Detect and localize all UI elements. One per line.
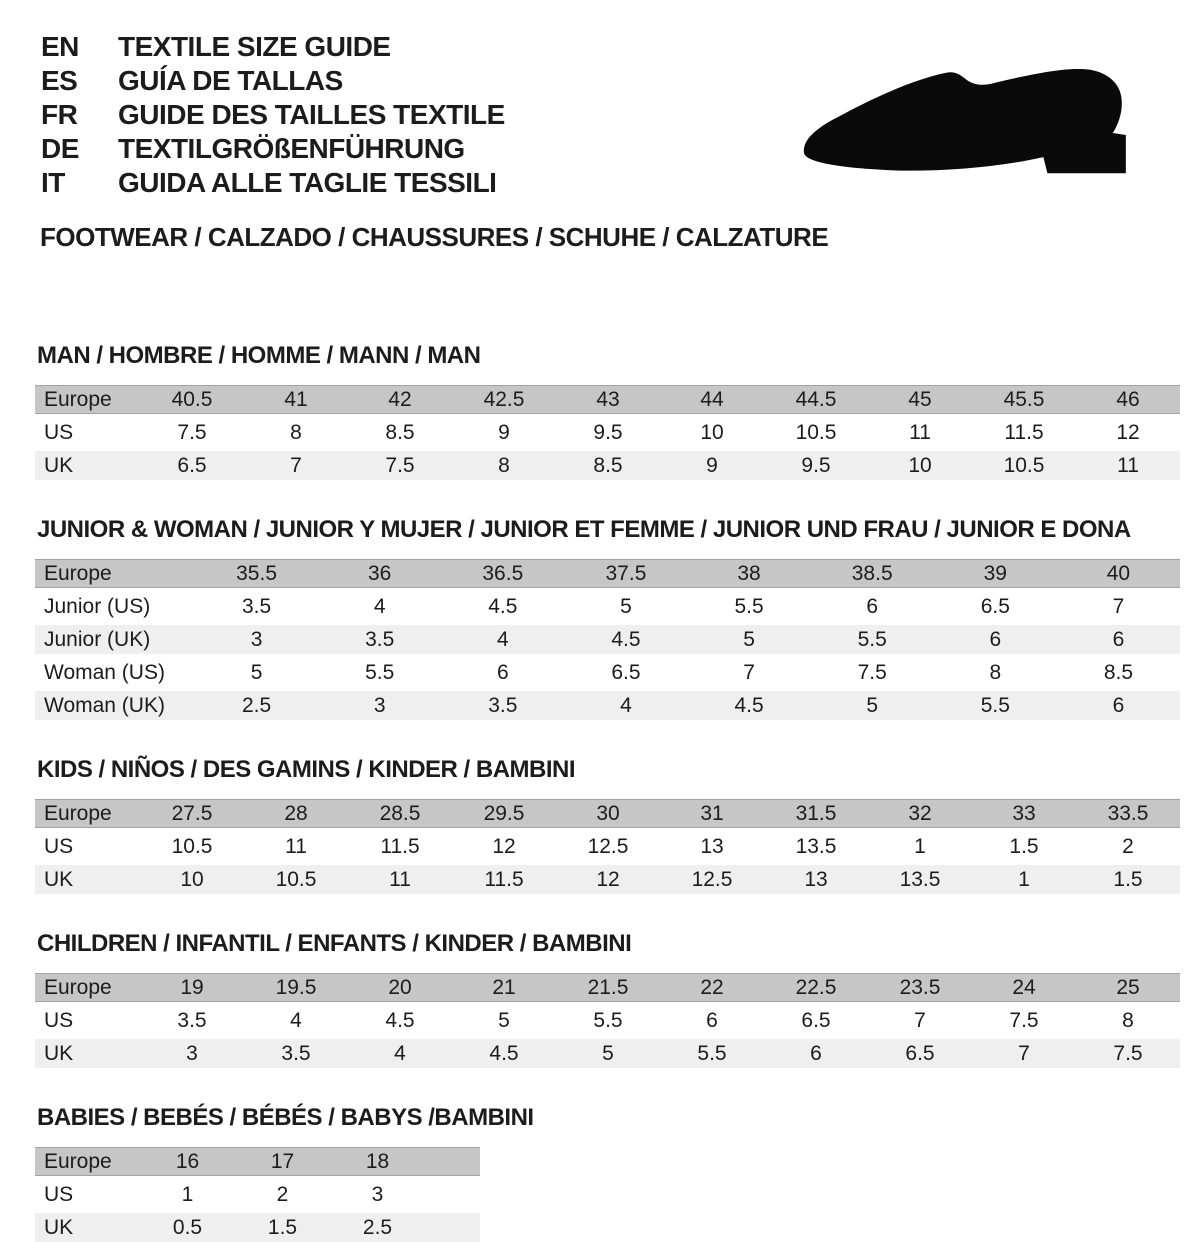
row-label: UK bbox=[44, 454, 74, 477]
size-cell: 3.5 bbox=[365, 628, 395, 651]
size-cell: 2 bbox=[1122, 835, 1134, 858]
size-cell: 29.5 bbox=[483, 802, 525, 825]
size-cell: 4 bbox=[394, 1042, 406, 1065]
size-cell: 11 bbox=[389, 868, 411, 891]
table-row bbox=[35, 832, 1180, 861]
table-title: KIDS / NIÑOS / DES GAMINS / KINDER / BAMBINI bbox=[37, 756, 576, 783]
size-cell: 9 bbox=[706, 454, 718, 477]
size-table bbox=[35, 559, 1180, 720]
row-label: Europe bbox=[44, 802, 112, 825]
size-cell: 9 bbox=[498, 421, 510, 444]
language-label: GUIDA ALLE TAGLIE TESSILI bbox=[118, 167, 497, 198]
size-cell: 41 bbox=[284, 388, 308, 411]
row-label: Junior (UK) bbox=[44, 628, 151, 651]
size-cell: 19 bbox=[180, 976, 204, 999]
language-code: FR bbox=[41, 99, 78, 130]
table-header-row bbox=[35, 559, 1180, 588]
size-cell: 1.5 bbox=[1009, 835, 1039, 858]
size-cell: 5 bbox=[866, 694, 879, 717]
table-title: BABIES / BEBÉS / BÉBÉS / BABYS /BAMBINI bbox=[37, 1104, 534, 1131]
size-cell: 38 bbox=[737, 562, 761, 585]
size-cell: 28 bbox=[284, 802, 308, 825]
size-tables bbox=[35, 340, 1180, 1242]
size-cell: 16 bbox=[175, 1150, 200, 1173]
size-cell: 38.5 bbox=[851, 562, 893, 585]
size-cell: 25 bbox=[1116, 976, 1140, 999]
table-header-row bbox=[35, 1147, 480, 1176]
table-header-row bbox=[35, 385, 1180, 414]
language-row bbox=[41, 132, 505, 166]
size-cell: 5.5 bbox=[593, 1009, 623, 1032]
size-cell: 8 bbox=[989, 661, 1002, 684]
size-cell: 2 bbox=[276, 1183, 289, 1206]
size-cell: 17 bbox=[270, 1150, 295, 1173]
size-table bbox=[35, 1147, 480, 1242]
size-cell: 4.5 bbox=[734, 694, 764, 717]
size-cell: 9.5 bbox=[593, 421, 623, 444]
size-cell: 10.5 bbox=[275, 868, 317, 891]
size-cell: 10.5 bbox=[171, 835, 213, 858]
size-cell: 5 bbox=[743, 628, 755, 651]
size-cell: 7.5 bbox=[385, 454, 415, 477]
size-cell: 10.5 bbox=[1003, 454, 1045, 477]
row-label: Europe bbox=[44, 976, 112, 999]
size-cell: 31.5 bbox=[795, 802, 837, 825]
size-cell: 1 bbox=[181, 1183, 194, 1206]
size-cell: 6 bbox=[989, 628, 1002, 651]
table-row bbox=[35, 1039, 1180, 1068]
size-cell: 5 bbox=[620, 595, 632, 618]
size-cell: 44.5 bbox=[795, 388, 837, 411]
size-cell: 11 bbox=[285, 835, 307, 858]
size-cell: 10 bbox=[700, 421, 724, 444]
size-cell: 3 bbox=[186, 1042, 198, 1065]
size-cell: 7 bbox=[290, 454, 302, 477]
size-cell: 27.5 bbox=[171, 802, 213, 825]
size-cell: 7.5 bbox=[1009, 1009, 1039, 1032]
size-cell: 10.5 bbox=[795, 421, 837, 444]
size-cell: 11.5 bbox=[380, 835, 420, 858]
size-cell: 45.5 bbox=[1003, 388, 1045, 411]
size-cell: 21.5 bbox=[587, 976, 629, 999]
row-label: Woman (US) bbox=[44, 661, 165, 684]
table-row bbox=[35, 1213, 480, 1242]
size-cell: 3.5 bbox=[241, 595, 272, 618]
size-cell: 2.5 bbox=[241, 694, 272, 717]
size-cell: 43 bbox=[596, 388, 620, 411]
row-label: UK bbox=[44, 868, 74, 891]
size-cell: 35.5 bbox=[236, 562, 277, 585]
row-label: US bbox=[44, 1183, 74, 1206]
size-cell: 11.5 bbox=[484, 868, 524, 891]
language-label: TEXTILE SIZE GUIDE bbox=[118, 31, 391, 62]
table-row bbox=[35, 451, 1180, 480]
size-cell: 22 bbox=[700, 976, 724, 999]
size-cell: 6 bbox=[706, 1009, 718, 1032]
size-cell: 5.5 bbox=[857, 628, 887, 651]
size-cell: 2.5 bbox=[362, 1216, 393, 1239]
size-cell: 5 bbox=[498, 1009, 510, 1032]
size-cell: 40.5 bbox=[171, 388, 213, 411]
size-cell: 13.5 bbox=[795, 835, 837, 858]
row-label: US bbox=[44, 835, 74, 858]
size-cell: 24 bbox=[1012, 976, 1036, 999]
size-table bbox=[35, 385, 1180, 480]
size-cell: 12.5 bbox=[587, 835, 629, 858]
shoe-icon bbox=[798, 64, 1150, 196]
table-row bbox=[35, 625, 1180, 654]
size-cell: 10 bbox=[908, 454, 932, 477]
size-cell: 7.5 bbox=[857, 661, 887, 684]
size-cell: 3.5 bbox=[177, 1009, 207, 1032]
size-cell: 18 bbox=[365, 1150, 390, 1173]
size-cell: 6 bbox=[1112, 628, 1125, 651]
size-cell: 5.5 bbox=[697, 1042, 727, 1065]
table-row bbox=[35, 418, 1180, 447]
size-table bbox=[35, 799, 1180, 894]
row-label: Junior (US) bbox=[44, 595, 151, 618]
size-cell: 12 bbox=[492, 835, 516, 858]
row-label: US bbox=[44, 421, 74, 444]
table-row bbox=[35, 592, 1180, 621]
size-cell: 31 bbox=[700, 802, 724, 825]
size-cell: 45 bbox=[908, 388, 932, 411]
size-cell: 4.5 bbox=[611, 628, 641, 651]
size-cell: 4.5 bbox=[488, 595, 518, 618]
size-cell: 11 bbox=[909, 421, 931, 444]
size-cell: 8 bbox=[290, 421, 302, 444]
language-row bbox=[41, 98, 505, 132]
size-cell: 42.5 bbox=[483, 388, 525, 411]
size-cell: 6.5 bbox=[177, 454, 207, 477]
size-table bbox=[35, 973, 1180, 1068]
size-cell: 44 bbox=[700, 388, 724, 411]
size-table-section bbox=[35, 756, 1180, 894]
table-header-row bbox=[35, 799, 1180, 828]
table-title: JUNIOR & WOMAN / JUNIOR Y MUJER / JUNIOR ET FEMME / JUNIOR UND FRAU / JUNIOR E DONA bbox=[37, 516, 1131, 543]
language-row bbox=[41, 30, 505, 64]
size-cell: 0.5 bbox=[172, 1216, 203, 1239]
size-table-section bbox=[35, 1104, 1180, 1242]
size-cell: 20 bbox=[388, 976, 412, 999]
size-cell: 8.5 bbox=[593, 454, 623, 477]
size-cell: 33 bbox=[1012, 802, 1036, 825]
size-cell: 5.5 bbox=[980, 694, 1010, 717]
row-label: Europe bbox=[44, 562, 112, 585]
size-cell: 30 bbox=[596, 802, 620, 825]
size-cell: 6 bbox=[496, 661, 509, 684]
table-title: MAN / HOMBRE / HOMME / MANN / MAN bbox=[37, 342, 481, 369]
category-title: FOOTWEAR / CALZADO / CHAUSSURES / SCHUHE / CALZATURE bbox=[40, 222, 829, 252]
size-cell: 8 bbox=[498, 454, 510, 477]
size-cell: 13 bbox=[804, 868, 828, 891]
size-cell: 13.5 bbox=[899, 868, 941, 891]
row-label: Europe bbox=[44, 388, 112, 411]
size-cell: 4 bbox=[290, 1009, 302, 1032]
language-code: EN bbox=[41, 31, 79, 62]
size-cell: 21 bbox=[492, 976, 516, 999]
size-cell: 28.5 bbox=[379, 802, 421, 825]
size-cell: 12 bbox=[596, 868, 620, 891]
size-cell: 1.5 bbox=[267, 1216, 298, 1239]
size-cell: 6.5 bbox=[905, 1042, 935, 1065]
size-cell: 7.5 bbox=[177, 421, 207, 444]
size-cell: 6.5 bbox=[611, 661, 641, 684]
language-code: ES bbox=[41, 65, 78, 96]
size-cell: 7 bbox=[914, 1009, 926, 1032]
size-cell: 5 bbox=[602, 1042, 614, 1065]
size-cell: 7 bbox=[1112, 595, 1125, 618]
language-code: IT bbox=[41, 167, 65, 198]
size-cell: 4 bbox=[620, 694, 632, 717]
language-row bbox=[41, 166, 505, 200]
size-cell: 7.5 bbox=[1113, 1042, 1143, 1065]
size-cell: 7 bbox=[743, 661, 755, 684]
size-cell: 33.5 bbox=[1107, 802, 1149, 825]
table-row bbox=[35, 691, 1180, 720]
size-cell: 4.5 bbox=[385, 1009, 415, 1032]
size-cell: 42 bbox=[388, 388, 412, 411]
size-cell: 4.5 bbox=[489, 1042, 519, 1065]
size-cell: 46 bbox=[1116, 388, 1140, 411]
size-cell: 5.5 bbox=[734, 595, 764, 618]
size-cell: 3 bbox=[371, 1183, 384, 1206]
table-row bbox=[35, 1180, 480, 1209]
table-row bbox=[35, 1006, 1180, 1035]
size-cell: 11 bbox=[1117, 454, 1139, 477]
language-label: TEXTILGRÖßENFÜHRUNG bbox=[118, 133, 465, 164]
size-cell: 5 bbox=[250, 661, 263, 684]
size-cell: 3.5 bbox=[488, 694, 518, 717]
size-cell: 9.5 bbox=[801, 454, 831, 477]
size-cell: 36 bbox=[368, 562, 392, 585]
size-cell: 4 bbox=[373, 595, 386, 618]
shoe-silhouette-icon bbox=[798, 64, 1150, 196]
language-label: GUÍA DE TALLAS bbox=[118, 65, 343, 96]
size-cell: 6.5 bbox=[801, 1009, 831, 1032]
size-cell: 8.5 bbox=[385, 421, 415, 444]
size-cell: 37.5 bbox=[605, 562, 647, 585]
row-label: UK bbox=[44, 1042, 74, 1065]
size-cell: 12 bbox=[1116, 421, 1140, 444]
table-row bbox=[35, 865, 1180, 894]
size-cell: 3 bbox=[250, 628, 263, 651]
size-cell: 36.5 bbox=[482, 562, 524, 585]
size-cell: 40 bbox=[1106, 562, 1131, 585]
size-cell: 1 bbox=[914, 835, 926, 858]
size-cell: 19.5 bbox=[275, 976, 317, 999]
size-table-section bbox=[35, 342, 1180, 480]
size-table-section bbox=[35, 516, 1180, 720]
row-label: Europe bbox=[44, 1150, 112, 1173]
size-cell: 4 bbox=[496, 628, 509, 651]
table-header-row bbox=[35, 973, 1180, 1002]
size-cell: 3 bbox=[373, 694, 386, 717]
size-cell: 1.5 bbox=[1113, 868, 1143, 891]
size-cell: 5.5 bbox=[365, 661, 395, 684]
size-cell: 8 bbox=[1122, 1009, 1134, 1032]
row-label: UK bbox=[44, 1216, 74, 1239]
size-cell: 11.5 bbox=[1004, 421, 1044, 444]
table-title: CHILDREN / INFANTIL / ENFANTS / KINDER / BAMBINI bbox=[37, 930, 632, 957]
size-cell: 8.5 bbox=[1103, 661, 1134, 684]
row-label: US bbox=[44, 1009, 74, 1032]
size-cell: 13 bbox=[700, 835, 724, 858]
language-code: DE bbox=[41, 133, 79, 164]
language-row bbox=[41, 64, 505, 98]
table-row bbox=[35, 658, 1180, 687]
size-cell: 6.5 bbox=[980, 595, 1010, 618]
size-cell: 1 bbox=[1018, 868, 1030, 891]
language-label: GUIDE DES TAILLES TEXTILE bbox=[118, 99, 505, 130]
language-list bbox=[41, 30, 505, 200]
size-cell: 39 bbox=[983, 562, 1007, 585]
size-cell: 3.5 bbox=[281, 1042, 311, 1065]
row-label: Woman (UK) bbox=[44, 694, 165, 717]
size-cell: 22.5 bbox=[795, 976, 837, 999]
size-cell: 12.5 bbox=[691, 868, 733, 891]
size-cell: 7 bbox=[1018, 1042, 1030, 1065]
size-cell: 6 bbox=[866, 595, 879, 618]
size-cell: 6 bbox=[810, 1042, 822, 1065]
size-cell: 32 bbox=[908, 802, 932, 825]
size-table-section bbox=[35, 930, 1180, 1068]
shoe-silhouette-path bbox=[804, 69, 1126, 173]
size-cell: 10 bbox=[180, 868, 204, 891]
size-cell: 23.5 bbox=[899, 976, 941, 999]
size-cell: 6 bbox=[1112, 694, 1125, 717]
